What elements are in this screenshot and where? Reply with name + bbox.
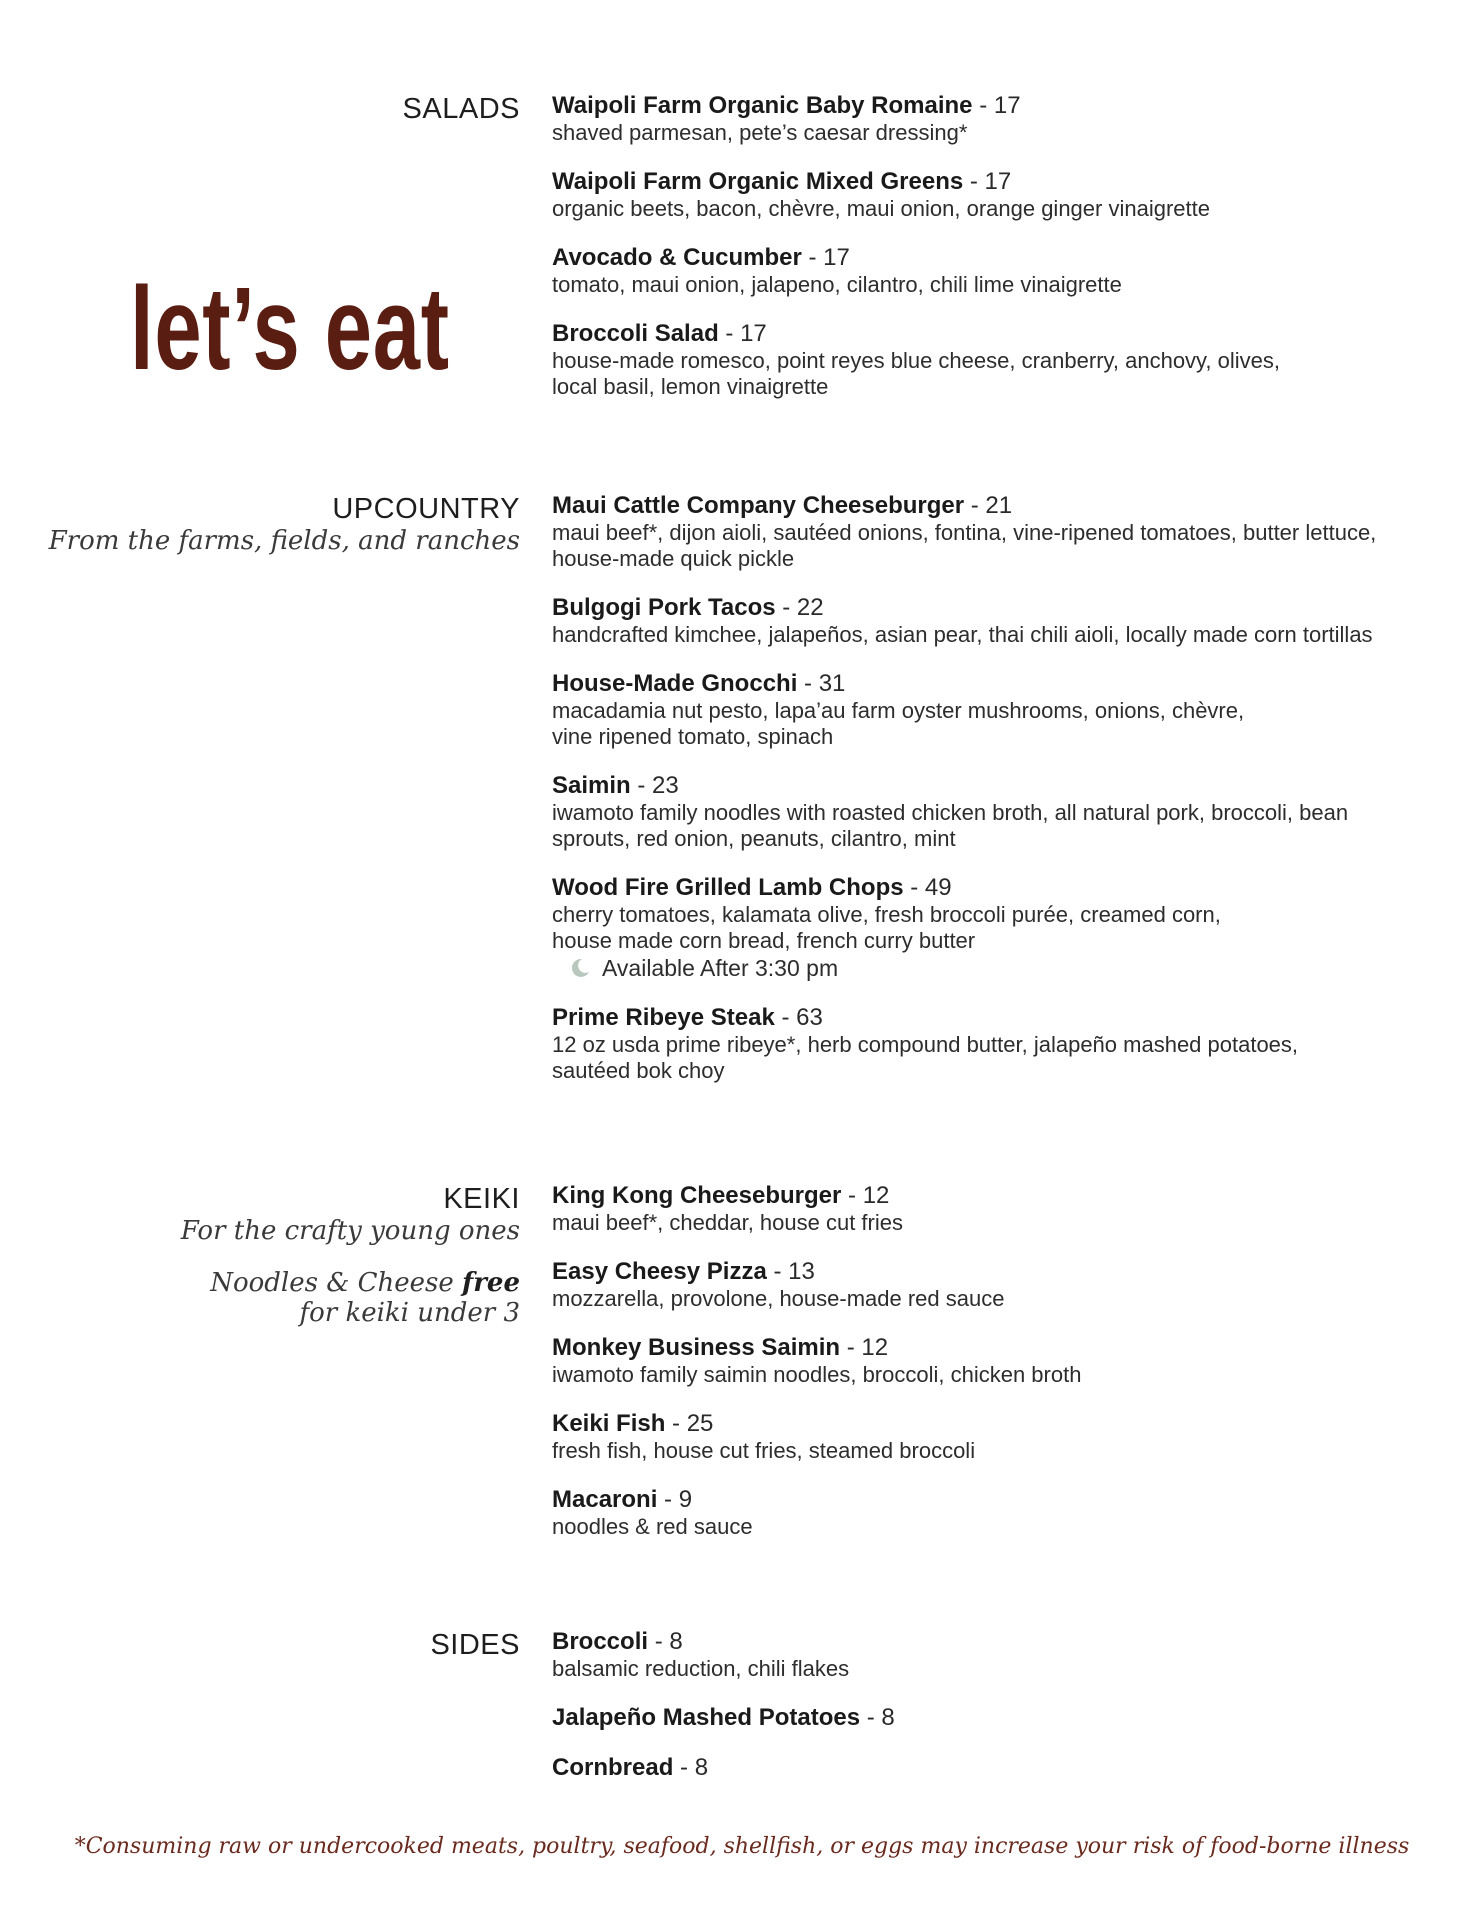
menu-item-description-line: balsamic reduction, chili flakes: [552, 1656, 850, 1681]
section-header: [430, 1628, 520, 1662]
menu-item-price: 12: [861, 1334, 889, 1361]
menu-item: [552, 1704, 1432, 1732]
menu-item-name: Keiki Fish: [552, 1410, 666, 1437]
menu-item-name: Macaroni: [552, 1486, 658, 1513]
menu-item-name: Prime Ribeye Steak: [552, 1004, 775, 1031]
menu-item-separator: -: [840, 1334, 862, 1361]
menu-item: [552, 92, 1432, 146]
menu-item-price: 8: [694, 1754, 709, 1781]
menu-item-price: 8: [669, 1628, 683, 1655]
menu-item-description: [552, 902, 1432, 954]
menu-item-description: [552, 1286, 1432, 1312]
section-title: SALADS: [402, 93, 520, 125]
menu-item-description: [552, 1210, 1432, 1236]
menu-item-price: 25: [686, 1410, 714, 1437]
menu-item: [552, 874, 1432, 982]
menu-item-name: Avocado & Cucumber: [552, 244, 802, 271]
menu-item: [552, 244, 1432, 298]
menu-item-separator: -: [766, 1258, 789, 1285]
menu-item-name: Waipoli Farm Organic Baby Romaine: [552, 92, 973, 119]
menu-item-separator: -: [972, 92, 994, 119]
menu-item-description: [552, 520, 1432, 572]
menu-item-price: 12: [862, 1182, 890, 1209]
menu-item: [552, 168, 1432, 222]
menu-item-separator: -: [673, 1754, 695, 1781]
menu-item-description: [552, 120, 1432, 146]
menu-item-description-line: maui beef*, cheddar, house cut fries: [552, 1210, 903, 1235]
menu-item-separator: -: [657, 1486, 679, 1513]
menu-item: [552, 1334, 1432, 1388]
menu-item-description-line: iwamoto family noodles with roasted chicken broth, all natural pork, broccoli, bean: [552, 800, 1349, 825]
menu-item-separator: -: [964, 492, 986, 519]
menu-item-description-line: vine ripened tomato, spinach: [552, 724, 834, 749]
menu-item-name: Jalapeño Mashed Potatoes: [552, 1704, 861, 1731]
menu-item-name: House-Made Gnocchi: [552, 670, 798, 697]
menu-item-price: 63: [796, 1004, 823, 1031]
section-header: [49, 492, 520, 556]
menu-item-price: 49: [924, 874, 952, 901]
keiki-note-line-2: for keiki under 3: [299, 1298, 520, 1328]
menu-item-price: 17: [823, 244, 850, 271]
menu-item-description-line: organic beets, bacon, chèvre, maui onion, orange ginger vinaigrette: [552, 196, 1210, 221]
menu-item-heading: [552, 594, 1432, 622]
menu-item-separator: -: [665, 1410, 687, 1437]
menu-item-name: Cornbread: [552, 1754, 674, 1781]
section-header: [403, 92, 520, 126]
section-title: SIDES: [430, 1629, 520, 1661]
menu-item-heading: [552, 1410, 1432, 1438]
keiki-note-line-1: [181, 1268, 520, 1298]
menu-item-availability: [552, 954, 1432, 982]
menu-item: [552, 1410, 1432, 1464]
menu-item: [552, 1628, 1432, 1682]
menu-item-description-line: macadamia nut pesto, lapa’au farm oyster mushrooms, onions, chèvre,: [552, 698, 1245, 723]
keiki-note-text: Noodles & Cheese: [210, 1268, 463, 1298]
menu-item-name: Broccoli: [552, 1628, 649, 1655]
menu-item-name: Wood Fire Grilled Lamb Chops: [552, 874, 904, 901]
section-subtitle: For the crafty young ones: [180, 1216, 520, 1246]
menu-item-price: 17: [984, 168, 1012, 195]
menu-item: [552, 772, 1432, 852]
footer-disclaimer: *Consuming raw or undercooked meats, poultry, seafood, shellfish, or eggs may increase your risk of food-borne illness: [74, 1834, 1410, 1859]
menu-items: [552, 92, 1432, 422]
menu-item-separator: -: [774, 1004, 797, 1031]
menu-item-description-line: shaved parmesan, pete’s caesar dressing*: [552, 120, 968, 145]
menu-item-separator: -: [718, 320, 741, 347]
menu-item-description: [552, 800, 1432, 852]
keiki-free-note: [181, 1268, 520, 1328]
menu-item-heading: [552, 670, 1432, 698]
menu-item-heading: [552, 1182, 1432, 1210]
section-header: [181, 1182, 520, 1328]
menu-item-separator: -: [797, 670, 819, 697]
menu-item-description-line: local basil, lemon vinaigrette: [552, 374, 829, 399]
menu-item-description-line: sautéed bok choy: [552, 1058, 725, 1083]
menu-item-description-line: house-made romesco, point reyes blue cheese, cranberry, anchovy, olives,: [552, 348, 1280, 373]
menu-item-description-line: sprouts, red onion, peanuts, cilantro, mint: [552, 826, 956, 851]
menu-item-description-line: house made corn bread, french curry butter: [552, 928, 976, 953]
menu-items: [552, 1182, 1432, 1562]
menu-item-heading: [552, 1754, 1432, 1782]
menu-item-price: 31: [818, 670, 846, 697]
menu-item-separator: -: [903, 874, 925, 901]
menu-item-heading: [552, 92, 1432, 120]
availability-text: Available After 3:30 pm: [602, 955, 839, 981]
section-subtitle: From the farms, fields, and ranches: [48, 526, 520, 556]
menu-item-heading: [552, 1334, 1432, 1362]
menu-item-description-line: maui beef*, dijon aioli, sautéed onions, fontina, vine-ripened tomatoes, butter lettuce,: [552, 520, 1377, 545]
moon-icon: [570, 958, 590, 978]
menu-item-description-line: 12 oz usda prime ribeye*, herb compound butter, jalapeño mashed potatoes,: [552, 1032, 1299, 1057]
menu-item-name: Easy Cheesy Pizza: [552, 1258, 767, 1285]
menu-item-heading: [552, 320, 1432, 348]
menu-item-description: [552, 1032, 1432, 1084]
menu-item-name: Bulgogi Pork Tacos: [552, 594, 776, 621]
menu-item-description: [552, 698, 1432, 750]
menu-item-description: [552, 1362, 1432, 1388]
menu-item-description-line: tomato, maui onion, jalapeno, cilantro, chili lime vinaigrette: [552, 272, 1122, 297]
menu-item-description: [552, 1514, 1432, 1540]
menu-item-price: 13: [788, 1258, 815, 1285]
menu-item-heading: [552, 1628, 1432, 1656]
menu-items: [552, 1628, 1432, 1804]
menu-item: [552, 1182, 1432, 1236]
menu-item-description-line: fresh fish, house cut fries, steamed broccoli: [552, 1438, 976, 1463]
menu-item-separator: -: [963, 168, 985, 195]
keiki-note-free: free: [462, 1268, 520, 1298]
menu-item-price: 22: [796, 594, 824, 621]
menu-item-price: 8: [881, 1704, 895, 1731]
menu-item-name: Monkey Business Saimin: [552, 1334, 841, 1361]
menu-item-separator: -: [860, 1704, 882, 1731]
menu-item-description: [552, 272, 1432, 298]
menu-item-separator: -: [841, 1182, 863, 1209]
menu-item-heading: [552, 244, 1432, 272]
menu-item-heading: [552, 1004, 1432, 1032]
section-title: KEIKI: [443, 1183, 520, 1215]
menu-item-separator: -: [648, 1628, 670, 1655]
menu-item-description: [552, 622, 1432, 648]
menu-item-heading: [552, 874, 1432, 902]
menu-item-price: 21: [985, 492, 1013, 519]
menu-item-name: King Kong Cheeseburger: [552, 1182, 842, 1209]
menu-item-description: [552, 1438, 1432, 1464]
menu-item-description: [552, 1656, 1432, 1682]
menu-item-description-line: cherry tomatoes, kalamata olive, fresh broccoli purée, creamed corn,: [552, 902, 1221, 927]
menu-item-price: 17: [993, 92, 1021, 119]
menu-item-description-line: iwamoto family saimin noodles, broccoli, chicken broth: [552, 1362, 1082, 1387]
menu-item-description: [552, 196, 1432, 222]
menu-item-name: Waipoli Farm Organic Mixed Greens: [552, 168, 964, 195]
menu-item-price: 9: [678, 1486, 693, 1513]
menu-item: [552, 492, 1432, 572]
menu-items: [552, 492, 1432, 1106]
section-title: UPCOUNTRY: [332, 493, 520, 525]
menu-item-heading: [552, 1258, 1432, 1286]
menu-item-name: Maui Cattle Company Cheeseburger: [552, 492, 965, 519]
menu-item: [552, 320, 1432, 400]
menu-item-price: 23: [652, 772, 679, 799]
menu-item-separator: -: [630, 772, 653, 799]
page-title: let’s eat: [130, 263, 450, 395]
menu-item-description: [552, 348, 1432, 400]
menu-item-description-line: mozzarella, provolone, house-made red sauce: [552, 1286, 1005, 1311]
menu-item: [552, 670, 1432, 750]
menu-item-heading: [552, 1704, 1432, 1732]
menu-item-heading: [552, 1486, 1432, 1514]
menu-item-separator: -: [775, 594, 797, 621]
menu-item: [552, 1258, 1432, 1312]
menu-item: [552, 1754, 1432, 1782]
menu-item-name: Broccoli Salad: [552, 320, 719, 347]
menu-item-description-line: house-made quick pickle: [552, 546, 795, 571]
menu-item: [552, 1004, 1432, 1084]
menu-item: [552, 594, 1432, 648]
menu-item-description-line: noodles & red sauce: [552, 1514, 753, 1539]
menu-item-price: 17: [740, 320, 767, 347]
menu-item-heading: [552, 168, 1432, 196]
menu-item-name: Saimin: [552, 772, 631, 799]
menu-item-heading: [552, 492, 1432, 520]
menu-item-separator: -: [801, 244, 824, 271]
menu-item-description-line: handcrafted kimchee, jalapeños, asian pear, thai chili aioli, locally made corn tortillas: [552, 622, 1373, 647]
menu-item: [552, 1486, 1432, 1540]
menu-item-heading: [552, 772, 1432, 800]
